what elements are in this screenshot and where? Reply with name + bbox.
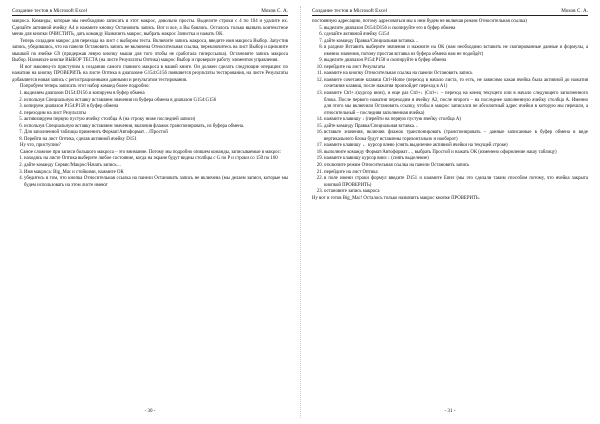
paragraph: Теперь создадим макрос для перехода на лист с выбором теста. Включите запись макроса, введите имя макроса Выбор. Запустив запись, убедившись, что на панели Остановить запись не включена Относительная ссылка, переключитесь на лист Выбор и щелкните мышкой по ячейке G9 (придержав левую кнопку мыши для того чтобы не сработала гиперссылка). Остановите запись макроса Выбор. Назначьте кнопке ВЫБОР ТЕСТА (на листе Результаты Оптика) макрос Выбор и проверьте работу элементов управления. xyxy=(12,38,288,64)
list-item: 4. переходим на лист Результаты xyxy=(24,111,288,118)
paragraph: И вот наконец-то приступим к созданию самого главного макроса в нашей книге. Он должен сделать следующие операции: по нажатию на кнопку ПРОВЕРИТЬ на листе Оптика в диапазоне G154:G156 появляется результаты тестирования, на листе Результаты добавляется новая запись с регистрационными данными и результатом тестирования. xyxy=(12,64,288,83)
list-item: 19. нажмите клавишу курсор вниз ↓ (снять выделение) xyxy=(324,156,588,163)
list-item: 1. находясь на листе Оптика выберите любое состояние, когда на экране будут видны столбцы с G по P и строки со 150 по 160 xyxy=(24,156,288,163)
page-number: - 31 - xyxy=(444,409,456,414)
list-item: 11. нажмите на кнопку Относительная ссылка на панели Остановить запись xyxy=(324,71,588,78)
header-author: Мохов С. А. xyxy=(561,8,588,14)
list-item: 3. Имя макроса: Big_Mac и стойкими, нажмите ОК xyxy=(24,170,288,177)
list-item: 6. сделайте активной ячейку G154 xyxy=(324,32,588,39)
list-item: 20. отключите режим Относительная ссылка на панели Остановить запись xyxy=(324,163,588,170)
list-item: 16. вставьте значения, включив флажок транспонировать (транспонировать – данные записанные в буфер обмена в виде вертикального блока будут вставлены горизонтально и наоборот) xyxy=(324,130,588,143)
list-item: 13. нажмите Ctrl+↓(курсор вниз), и еще раз Ctrl+↓ (Ctrl+↓ – переход на конец текущего или в начало следующего заполненного блока. После первого нажатия переходим в ячейку А2, после второго – на последнее заполненную ячейку столбца А. Именно для этого мы включили Остановить ссылку, чтобы в макрос записался не абсолютный адрес ячейки в которую мы перешли, а относительный – последняя заполненная ячейка) xyxy=(324,91,588,117)
list-item: 17. нажмите клавишу ← курсор влево (снять выделение активной ячейки на текущей строке) xyxy=(324,143,588,150)
list-item: 8. Перейти на лист Оптика, сделав активной ячейку D151 xyxy=(24,137,288,144)
list-item: 15. дайте команду Правка/Специальная вставка… xyxy=(324,124,588,131)
list-item: 7. Для заполненной таблицы применить Формат/Автоформат…/Простой xyxy=(24,130,288,137)
list-item: 3. копируем диапазон P154:P158 в буфер обмена xyxy=(24,104,288,111)
paragraph: Попробуем теперь записать этот набор команд более подробно: xyxy=(20,84,150,90)
page-body xyxy=(312,19,588,202)
list-item: 21. перейдите на лист Оптика xyxy=(324,170,588,177)
list-item: 7. дайте команду Правка/Специальная вставка… xyxy=(324,39,588,46)
list-item: 1. выделяем диапазон D154:D156 и копируем в буфер обмена xyxy=(24,91,288,98)
header-title: Создание тестов в Microsoft Excel xyxy=(312,8,387,14)
right-page xyxy=(312,8,588,416)
paragraph: постоянную адресацию, потому адресоваться мы к ним будем не включая режим Относительная ссылка) xyxy=(312,19,527,24)
list-item: 6. используя Специальную вставку вставляем значения, включив флажок транспонировать, из буфера обмена. xyxy=(24,124,288,131)
list-item: 22. в поле имени строки формул введите D151 и нажмите Enter (мы это сделали таким способом потому, что ячейка закрыта кнопкой ПРОВЕРИТЬ) xyxy=(324,176,588,189)
list-item: 4. убедитесь в том, что кнопка Относительная ссылка на панели Остановить запись не включена (мы делаем записи, которые мы будем использовать на этом листе имеют xyxy=(24,176,288,189)
list-item: 8. в разделе Вставить выберите значения и нажмите на ОК (нам необходимо вставить не скопированные данные и формулы, а именно значения, потому простая вставка из буфера обмена нам не подойдёт) xyxy=(324,45,588,58)
numbered-list xyxy=(12,91,288,143)
page-body xyxy=(12,19,288,189)
numbered-list xyxy=(12,156,288,189)
list-item: 9. выделите диапазон P154:P158 и скопируйте в буфер обмена xyxy=(324,58,588,65)
list-item: 2. дайте команду Сервис/Макрос/Начать запись… xyxy=(24,163,288,170)
paragraph: Ну вот и готов Big_Mac! Осталось только назначить макрос кнопке ПРОВЕРИТЬ. xyxy=(312,195,480,201)
numbered-list xyxy=(312,26,588,196)
header-title: Создание тестов в Microsoft Excel xyxy=(12,8,87,14)
paragraph: Самое сложное при записи большого макроса – это внимание. Потому мы подробно опишем команды, записываемые в макрос: xyxy=(20,149,282,155)
list-item: 2. используя Специальную вставку вставляем значения из буфера обмена в диапазон G154:G156 xyxy=(24,98,288,105)
running-header xyxy=(312,8,588,16)
page-number: - 30 - xyxy=(144,409,156,414)
left-page xyxy=(12,8,288,416)
list-item: 23. остановите запись макроса xyxy=(324,189,588,196)
paragraph: Ну что, приступим? xyxy=(20,143,61,149)
running-header xyxy=(12,8,288,16)
gutter-divider xyxy=(300,6,301,418)
list-item: 5. активизируем первую пустую ячейку столбца А (на строку ниже последней записи) xyxy=(24,117,288,124)
list-item: 12. нажмите сочетание клавиш Ctrl+Home (переход в начало листа, то есть, не зависимо какая ячейка была активной до нажатия сочетания клавиш, после нажатия произойдет переход в А1) xyxy=(324,78,588,91)
list-item: 18. выполните команду Формат/Автоформат…, выбрать Простой и нажать ОК (изменено оформление нашу таблицу) xyxy=(324,150,588,157)
header-author: Мохов С. А. xyxy=(261,8,288,14)
list-item: 14. нажмите клавишу ↓ (перейти на первую пустую ячейку столбца А) xyxy=(324,117,588,124)
list-item: 5. выделите диапазон D154:D156 и скопируйте его в буфер обмена xyxy=(324,26,588,33)
paragraph: макроса. Команды, которые мы необходимо записать в этот макрос, довольно просты. Выделите строки с 4 по 104 и удалите их. Сделайте активной ячейку А4 и нажмите кнопку Остановить запись. Вот и все, а Вы боялись. Осталось только вызвать контекстное меню для кнопки ОЧИСТИТЬ, дать команду Назначить макрос, выбрать макрос Зачистка и нажать ОК. xyxy=(12,19,288,38)
list-item: 10. перейдите на лист Результаты xyxy=(324,65,588,72)
